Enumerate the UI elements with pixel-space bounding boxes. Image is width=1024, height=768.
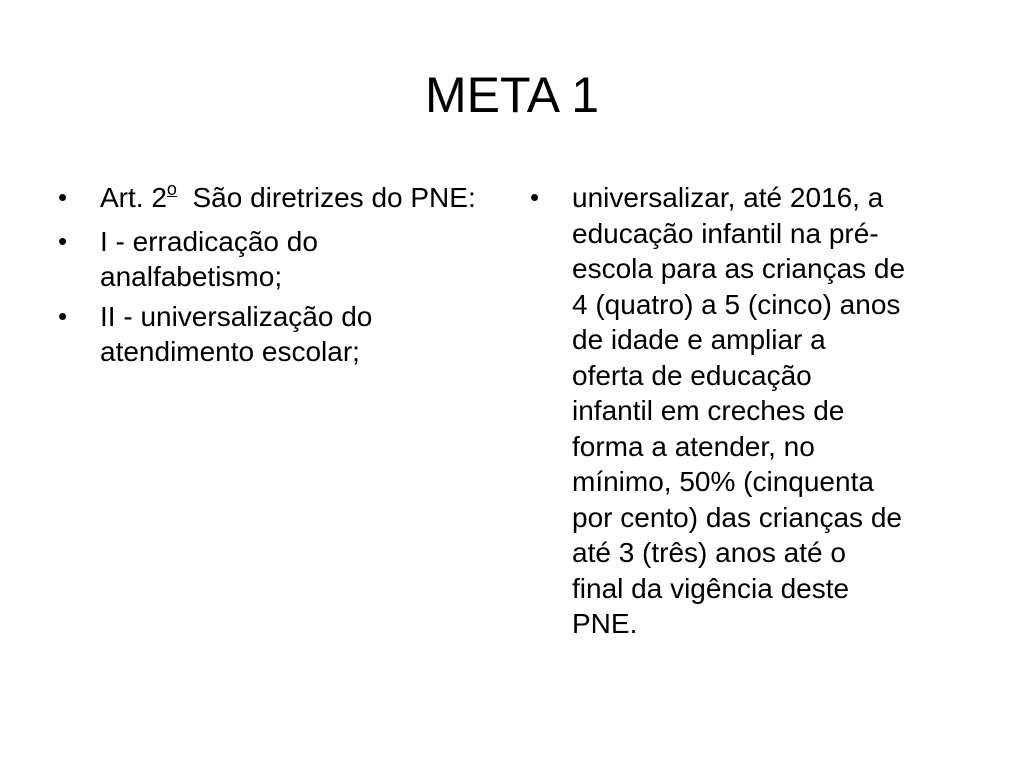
goal-line: por cento) das crianças de	[572, 501, 902, 533]
bullet-icon: •	[58, 182, 68, 212]
goal-line: PNE.	[572, 608, 638, 639]
slide-title: META 1	[424, 67, 600, 123]
goal-line: de idade e ampliar a	[572, 324, 826, 355]
list-item	[530, 180, 970, 642]
list-item	[58, 224, 478, 295]
bullet-icon: •	[58, 300, 68, 331]
goal-line: forma a atender, no	[572, 430, 815, 462]
list-item	[58, 299, 478, 370]
goal-line: mínimo, 50% (cinquenta	[572, 466, 874, 497]
right-bullet-list	[530, 180, 970, 646]
list-item	[58, 180, 478, 220]
goal-line: final da vigência deste	[572, 572, 850, 604]
goal-line: oferta de educação	[572, 359, 812, 391]
list-item-text: II - universalização do atendimento escolar;	[100, 300, 373, 367]
goal-line: escola para as crianças de	[572, 253, 906, 284]
list-item-text: I - erradicação do analfabetismo;	[100, 225, 318, 292]
bullet-icon: •	[530, 182, 540, 212]
goal-line: infantil em creches de	[572, 395, 845, 426]
goal-text	[572, 182, 905, 639]
goal-line: universalizar, até 2016, a	[572, 182, 884, 213]
bullet-icon: •	[58, 225, 68, 256]
goal-line: educação infantil na pré-	[572, 217, 879, 249]
ordinal-indicator: o	[166, 179, 177, 199]
left-bullet-list	[58, 180, 478, 374]
goal-line: 4 (quatro) a 5 (cinco) anos	[572, 288, 901, 320]
article-prefix: Art. 2	[100, 182, 167, 213]
article-text: São diretrizes do PNE:	[176, 182, 476, 213]
goal-line: até 3 (três) anos até o	[572, 537, 846, 568]
